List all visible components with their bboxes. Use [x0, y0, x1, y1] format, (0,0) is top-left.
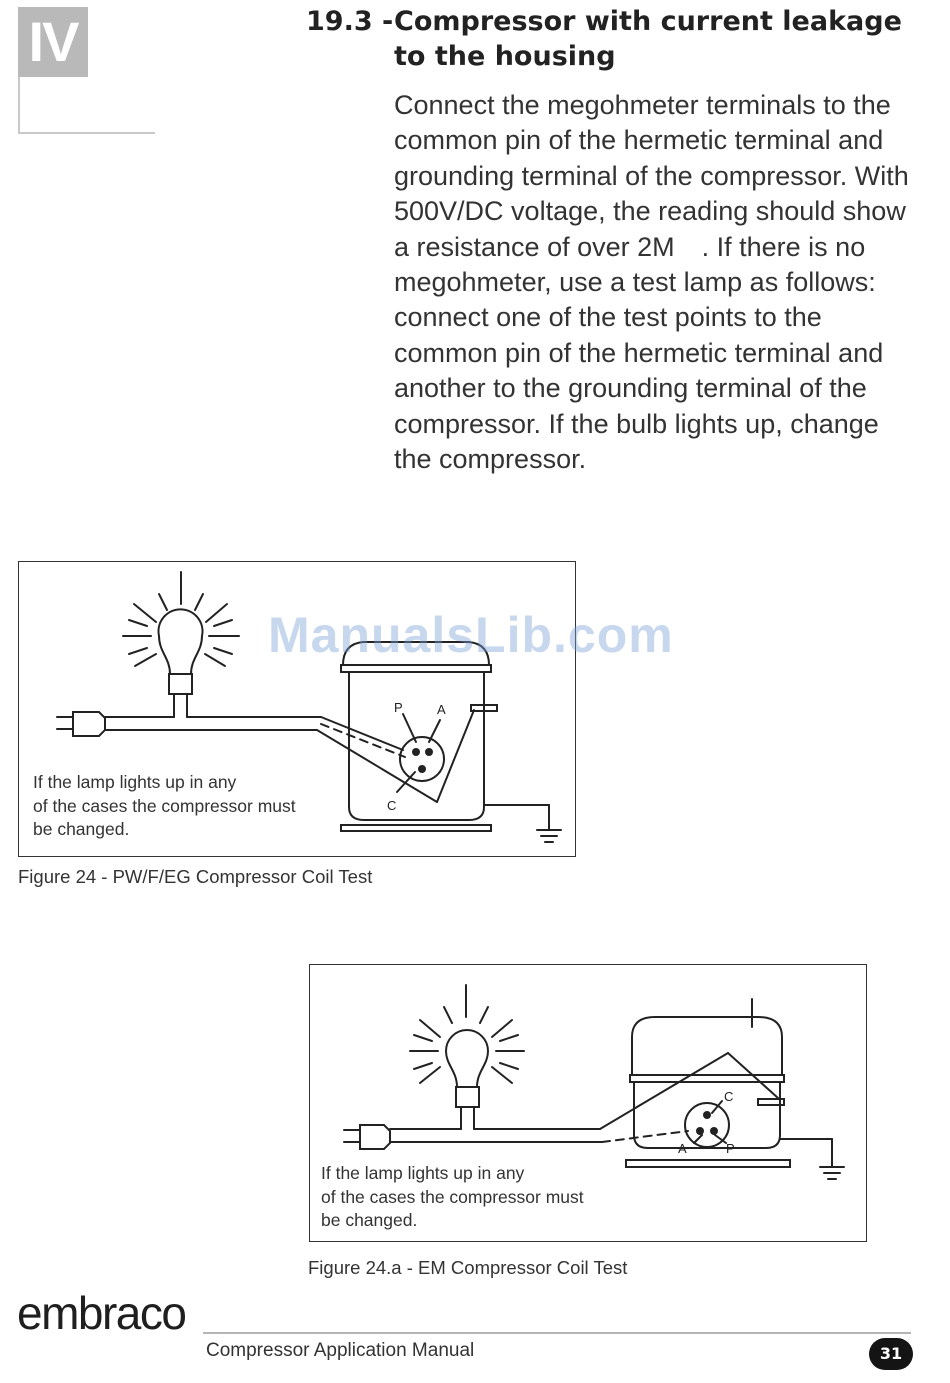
chapter-divider-horizontal	[18, 132, 155, 134]
pin-label-a: A	[678, 1141, 687, 1156]
pin-label-c: C	[387, 798, 397, 813]
figure-24a-caption: Figure 24.a - EM Compressor Coil Test	[308, 1257, 628, 1278]
section-title-line2: to the housing	[394, 41, 616, 72]
pin-label-p: P	[726, 1141, 735, 1156]
compressor-icon	[626, 999, 790, 1167]
plug-icon	[344, 1125, 390, 1149]
lamp-bulb-icon	[446, 1030, 488, 1087]
figure-24-caption: Figure 24 - PW/F/EG Compressor Coil Test	[18, 866, 373, 887]
page-number-badge: 31	[869, 1338, 913, 1370]
pin-label-p: P	[394, 700, 403, 715]
figure-24a-note: If the lamp lights up in any of the cases the compressor must be changed.	[321, 1163, 584, 1230]
lamp-socket	[456, 1087, 479, 1107]
chapter-tab: IV	[18, 7, 88, 77]
watermark: ManualsLib.com	[268, 607, 674, 663]
footer-rule	[203, 1332, 911, 1334]
plug-icon	[57, 712, 105, 736]
section-title-line1: Compressor with current leakage	[394, 6, 902, 37]
compressor-icon	[341, 642, 497, 831]
light-rays-icon	[410, 985, 524, 1083]
lamp-bulb-icon	[159, 609, 203, 674]
light-rays-icon	[123, 572, 239, 666]
chapter-divider-vertical	[18, 77, 20, 134]
footer-manual-title: Compressor Application Manual	[206, 1340, 475, 1361]
lamp-socket	[169, 674, 192, 694]
pin-label-c: C	[724, 1089, 734, 1104]
brand-logo: embraco	[17, 1287, 186, 1339]
body-paragraph: Connect the megohmeter terminals to the common pin of the hermetic terminal and grounding terminal of the compressor. With 500V/DC voltage, the reading should show a resistance of over 2M . If there is no megohmeter, use a test lamp as follows: connect one of the test points to the common pin of the hermetic terminal and another to the grounding terminal of the compressor. If the bulb lights up, change the compressor.	[394, 90, 909, 475]
section-number: 19.3 -	[306, 6, 394, 37]
figure-24a-box	[309, 964, 867, 1242]
figure-24-note: If the lamp lights up in any of the cases the compressor must be changed.	[33, 772, 296, 839]
pin-label-a: A	[437, 702, 446, 717]
section-title	[306, 4, 902, 74]
